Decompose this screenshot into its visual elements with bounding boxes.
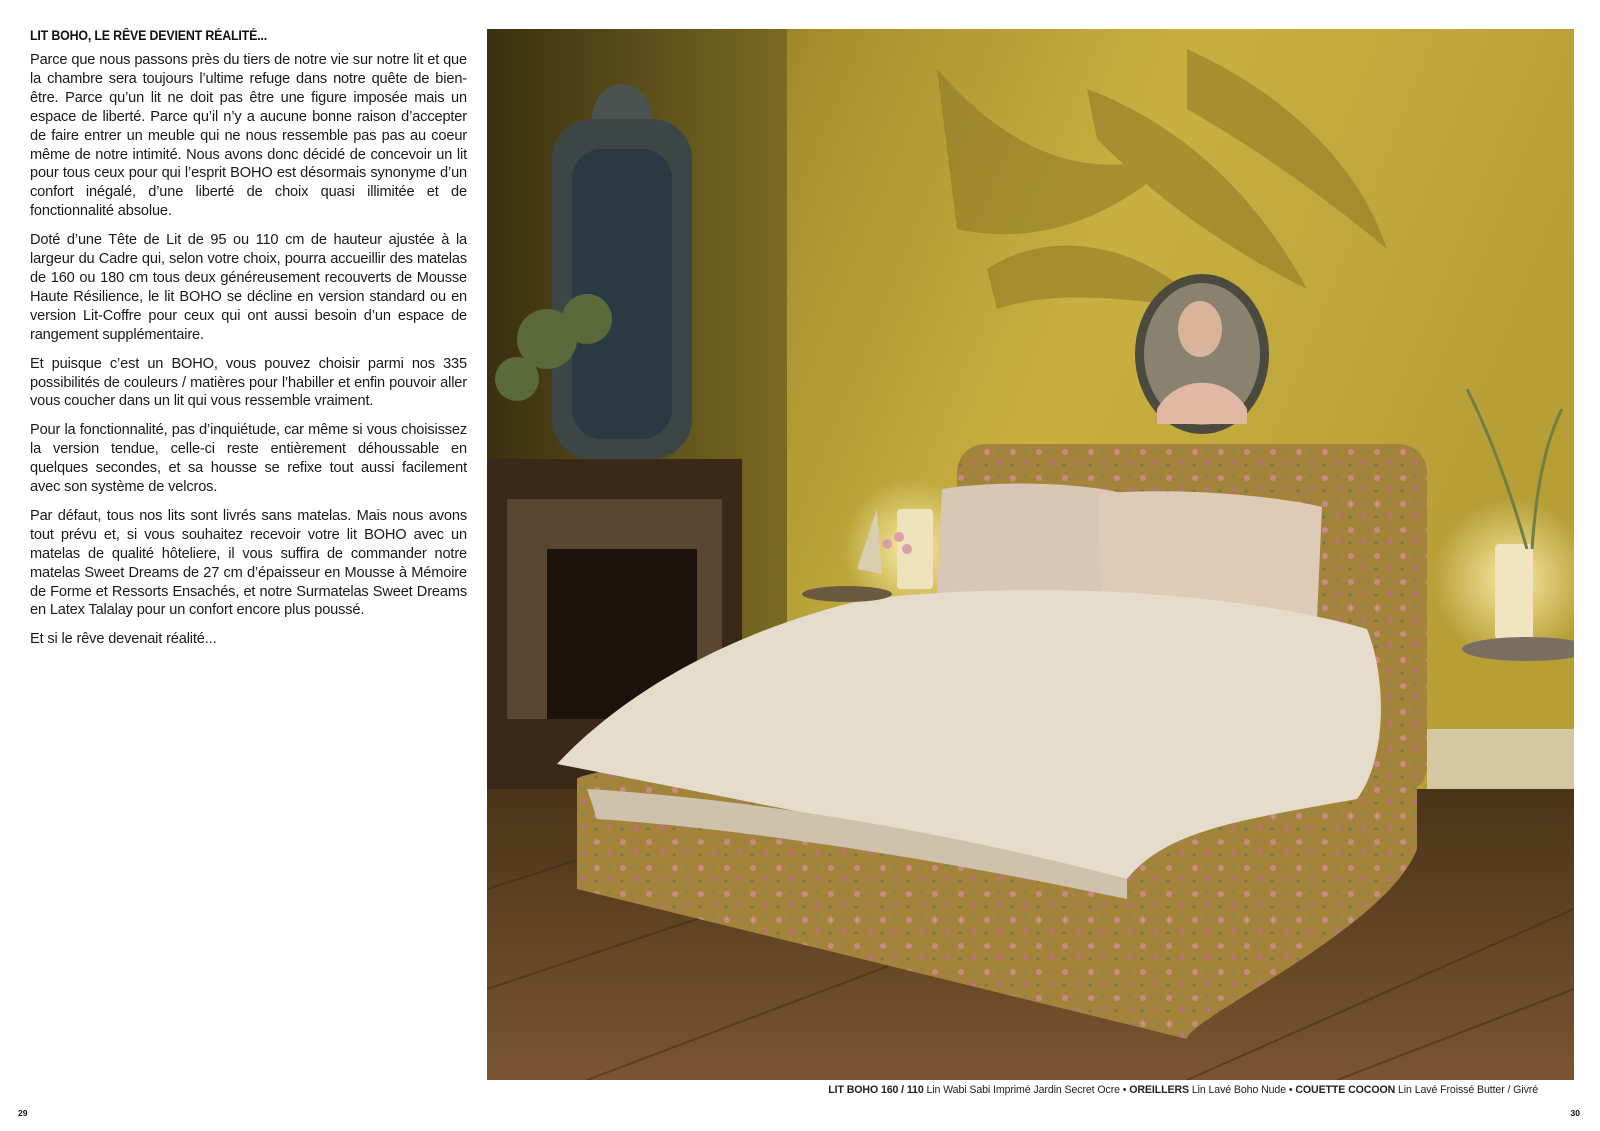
photo-caption — [828, 1084, 1538, 1096]
caption-bed-label: LIT BOHO 160 / 110 — [828, 1084, 924, 1096]
paragraph-mattress: Par défaut, tous nos lits sont livrés sans matelas. Mais nous avons tout prévu et, si vous souhaitez recevoir votre lit BOHO avec un matelas de qualité hôteliere, il vous suffira de commander notre matelas Sweet Dreams de 27 cm d’épaisseur en Mousse à Mémoire de Forme et Ressorts Ensachés, et notre Surmatelas Sweet Dreams en Latex Talalay pour un confort encore plus poussé. — [30, 507, 467, 619]
paragraph-headboard: Doté d’une Tête de Lit de 95 ou 110 cm de hauteur ajustée à la largeur du Cadre qui, selon votre choix, pourra accueillir des matelas de 160 ou 180 cm tous deux généreusement recouverts de Mousse Haute Résilience, le lit BOHO se décline en version standard ou en version Lit-Coffre pour ceux qui ont aussi besoin d’un espace de rangement supplémentaire. — [30, 232, 467, 343]
paragraph-functionality: Pour la fonctionnalité, pas d’inquiétude, car même si vous choisissez la version tendue, celle-ci reste entièrement déhoussable en quelques secondes, et sa housse se refixe tout aussi facilement avec son système de velcros. — [30, 422, 467, 496]
caption-pillows-text: Lin Lavé Boho Nude — [1191, 1084, 1287, 1096]
article-heading: LIT BOHO, LE RÊVE DEVIENT RÉALITÉ... — [30, 28, 267, 43]
caption-duvet-text: Lin Lavé Froissé Butter / Givré — [1398, 1084, 1538, 1096]
page-number-right: 30 — [1570, 1108, 1580, 1118]
caption-separator: • — [1288, 1084, 1293, 1096]
caption-duvet-label: COUETTE COCOON — [1295, 1084, 1396, 1096]
caption-pillows-label: OREILLERS — [1129, 1084, 1189, 1096]
paragraph-intro: Parce que nous passons près du tiers de notre vie sur notre lit et que la chambre sera toujours l’ultime refuge dans notre quête de bien-être. Parce qu’un lit ne doit pas être une figure imposée mais un espace de liberté. Parce qu’il n’y a aucune bonne raison d’accepter de faire entrer un meuble qui ne nous ressemble pas pas au coeur même de notre intimité. Nous avons donc décidé de concevoir un lit pour tous ceux pour qui l’esprit BOHO est désormais synonyme d’un confort inégalé, d’une liberté de choix quasi illimitée et de fonctionnalité absolue. — [30, 52, 467, 220]
page-number-left: 29 — [18, 1108, 28, 1118]
caption-separator: • — [1122, 1084, 1127, 1096]
bedroom-photo — [487, 29, 1574, 1080]
caption-bed-text: Lin Wabi Sabi Imprimé Jardin Secret Ocre — [926, 1084, 1120, 1096]
paragraph-colors: Et puisque c’est un BOHO, vous pouvez choisir parmi nos 335 possibilités de couleurs / matières pour l’habiller et enfin pouvoir aller vous coucher dans un lit qui vous ressemble vraiment. — [30, 355, 467, 410]
article-column — [30, 28, 467, 659]
paragraph-closing: Et si le rêve devenait réalité... — [30, 631, 217, 648]
